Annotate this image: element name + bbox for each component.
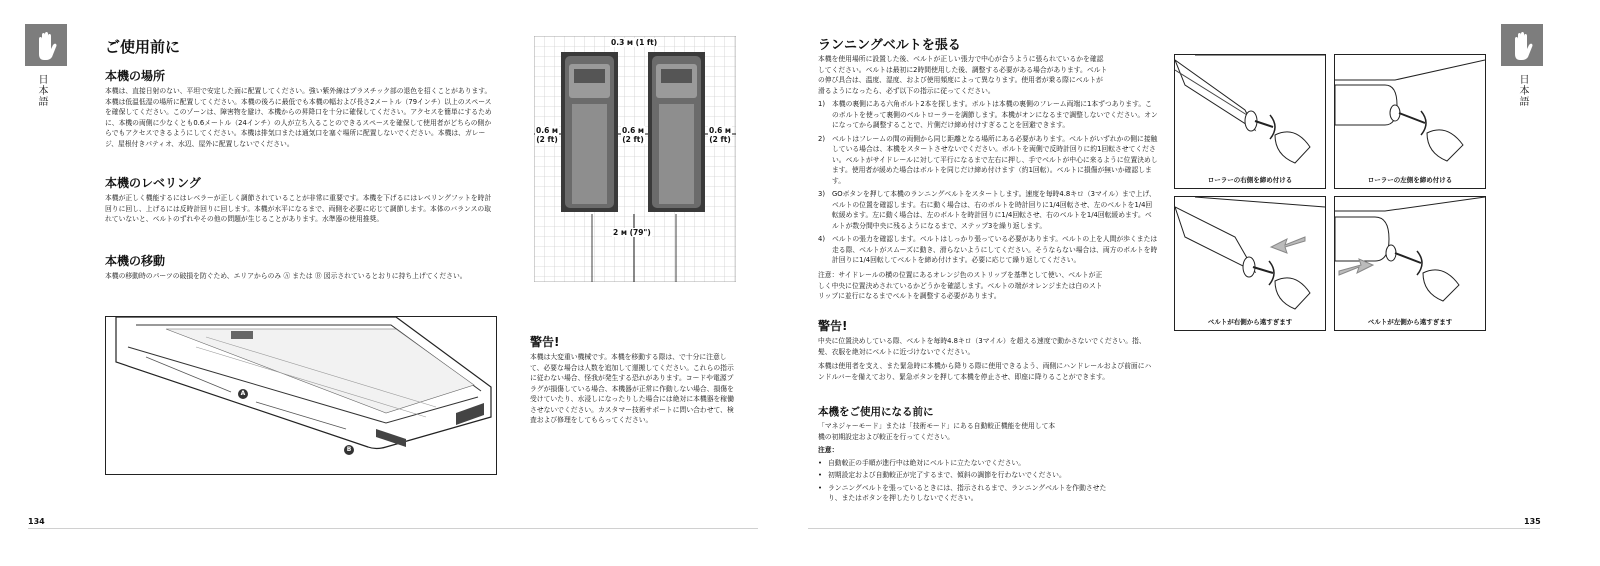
warning-paragraph-2: 本機は使用者を支え、また緊急時に本機から降りる際に使用できるよう、両側にハンドレールおよび前面にハンドルバーを備えており、緊急ボタンを押して本機を停止させ、即座に降りることができます。 — [818, 362, 1152, 381]
belt-steps — [818, 99, 1158, 269]
lift-illustration — [105, 316, 497, 475]
caption-belt-left: ベルトが左側から遠すぎます — [1367, 318, 1453, 326]
section-location — [105, 67, 495, 149]
before-use-note-label: 注意： — [818, 446, 839, 454]
lift-point-a-marker: A — [238, 389, 248, 399]
bullet-item: • 初期設定および自動較正が完了するまで、傾斜の調節を行わないでください。 — [818, 471, 1066, 479]
dim-value-ft: (2 ft) — [536, 135, 558, 144]
section-heading: 本機のレベリング — [105, 176, 201, 190]
warning-body: 本機は大変重い機械です。本機を移動する際は、で十分に注意して、必要な場合は人数を追加して運搬してください。これらの指示に従わない場合、怪我が発生する恐れがあります。コードや電源プラグが損傷している場合、本機器が正常に作動しない場合、損傷を受けていたり、水浸しになったりした場合には絶対に本機器を稼働させないでください。カスタマー技術サポートに問い合わせて、検査および修理をしてもらってください。 — [530, 353, 734, 424]
bullet-item: • ランニングベルトを張っているときには、指示されるまで、ランニングベルトを作動させたり、またはボタンを押したりしないでください。 — [818, 483, 1107, 502]
page-title-left: ご使用前に — [105, 38, 181, 56]
page-title-right: ランニングベルトを張る — [818, 38, 961, 53]
section-heading: 本機の移動 — [105, 254, 166, 268]
dim-value: 0.6 м — [709, 126, 732, 135]
step-number: 1) — [818, 100, 825, 108]
dim-side-left — [535, 126, 559, 144]
step-number: 4) — [818, 235, 825, 243]
footer-divider-right — [808, 528, 1540, 529]
caption-roller-left: ローラーの左側を締め付ける — [1367, 176, 1453, 184]
warning-box-left — [530, 333, 740, 426]
roller-figure-2 — [1334, 54, 1486, 189]
bullet-text: ランニングベルトを張っているときには、指示されるまで、ランニングベルトを作動させたり、またはボタンを押したりしないでください。 — [828, 483, 1107, 502]
lift-point-b-marker: B — [344, 445, 354, 455]
warning-box-right — [818, 317, 1158, 382]
warning-paragraph-1: 中央に位置決めしている際、ベルトを毎時4.8キロ（3マイル）を超える速度で動かさないでください。指、髪、衣服を絶対にベルトに近づけないでください。 — [818, 337, 1146, 356]
before-use-section — [818, 404, 1158, 506]
dim-side-mid — [621, 126, 645, 144]
bullet-text: 自動較正の手順が進行中は絶対にベルトに立たないでください。 — [828, 458, 1026, 467]
belt-too-far-right-drawing — [1175, 197, 1325, 315]
hand-stop-icon — [25, 24, 67, 66]
step-number: 3) — [818, 190, 825, 198]
roller-figure-4 — [1334, 196, 1486, 331]
step-number: 2) — [818, 134, 825, 143]
step-item — [818, 234, 1158, 266]
dim-side-right — [708, 126, 732, 144]
before-use-bullets — [818, 458, 1108, 504]
step-text: ベルトの張力を確認します。ベルトはしっかり張っている必要があります。ベルトの上を人間が歩くまたは走る際、ベルトがスムーズに動き、滑らないようにしてください。そうならない場合は、両方のボルトを時計回りに1/4回転してベルトを締め付けます。必要に応じて繰り返してください。 — [832, 235, 1158, 264]
roller-left-drawing — [1335, 55, 1485, 173]
warning-heading: 警告! — [818, 319, 848, 333]
bullet-item: • 自動較正の手順が進行中は絶対にベルトに立たないでください。 — [818, 458, 1026, 467]
step-text: GOボタンを押して本機のランニングベルトをスタートします。速度を毎時4.8キロ（3マイル）まで上げ、ベルトの位置を確認します。右に動く場合は、右のボルトを時計回りに1/4回転させ、左のベルトを1/4回転緩めます。左に動く場合は、左のボルトを時計回りに1/4回転させ、右のベルトを1/4回転緩めます。ベルトが数分間中央に残るようになるまで、ステップ3を繰り返します。 — [832, 190, 1156, 230]
step-text: ベルトはフレームの間の両側から同じ距離となる場所にある必要があります。ベルトがいずれかの側に接触している場合は、本機をスタートさせないでください。ボルトを両側で反時計回りに約1回転させてください。ベルトがサイドレールに対して平行になるまで左右に押し、手でベルトが中心に来るように位置決めします。使用者が緩めた場合はボルトを同じだけ締め付けます（約1回転）。ベルトに損傷が無いか確認します。 — [832, 134, 1158, 185]
footer-divider-left — [28, 528, 758, 529]
before-use-heading: 本機をご使用になる前に — [818, 406, 934, 418]
dim-value: 0.6 м — [622, 126, 645, 135]
section-body: 本機の移動時のパーツの破損を防ぐため、エリアからのみ Ⓐ または Ⓑ 図示されているとおりに持ち上げてください。 — [105, 272, 467, 280]
dim-value-ft: (2 ft) — [622, 135, 644, 144]
section-leveling — [105, 174, 495, 225]
roller-figure-3 — [1174, 196, 1326, 331]
hand-stop-icon — [1501, 24, 1543, 66]
treadmill-top-view-left — [561, 52, 618, 212]
lang-tab-left — [25, 24, 67, 66]
caption-roller-right: ローラーの右側を締め付ける — [1207, 176, 1293, 184]
treadmill-side-drawing — [106, 317, 496, 474]
page-number-left: 134 — [28, 517, 45, 526]
section-body: 本機が正しく機能するにはレベラーが正しく調節されていることが非常に重要です。本機を下げるにはレベリングフットを時計回りに回し、上げるには反時計回りに回します。本機が水平になるまで、両側を必要に応じて調節します。本体のバランスの取れていないと、ベルトのずれやその他の問題が生じることがあります。水準器の使用推奨。 — [105, 194, 492, 223]
section-moving — [105, 252, 505, 282]
step-item — [818, 189, 1158, 231]
dim-bottom-label: 2 м (79") — [613, 228, 651, 237]
language-label-right: 日本語 — [1517, 74, 1528, 107]
step-item — [818, 99, 1158, 131]
section-heading: 本機の場所 — [105, 69, 166, 83]
clearance-grid — [534, 36, 736, 282]
belt-intro: 本機を使用場所に設置した後、ベルトが正しい張力で中心が合うように張られているかを確認してください。ベルトは最初に2時間使用した後、調整する必要がある場合があります。ベルトの伸び具合は、温度、湿度、および使用頻度によって異なります。使用者が乗る際にベルトが滑るようになったら、必ず以下の指示に従ってください。 — [818, 55, 1108, 95]
lang-tab-right — [1501, 24, 1543, 66]
page-number-right: 135 — [1524, 517, 1541, 526]
bullet-text: 初期設定および自動較正が完了するまで、傾斜の調節を行わないでください。 — [828, 471, 1066, 479]
section-body: 本機は、直接日射のない、平坦で安定した面に配置してください。強い紫外線はプラスチック部の退色を招くことがあります。本機は低温低湿の場所に配置してください。本機の後ろに最低でも本機の幅および長さ2メートル（79インチ）以上のスペースを確保してください。このゾーンは、障害物を避け、本機からの昇降口を十分に確保してください。アクセスを簡単にするために、本機の両側に少なくとも0.6メートル（24インチ）の人が立ち入ることのできるスペースを確保して使用者がどちらの側からでもアクセスできるようにしてください。本機は排気口または通気口を塞ぐ場所に配置しないでください。本機は、ガレージ、屋根付きパティオ、水辺、屋外に配置しないでください。 — [105, 87, 492, 148]
before-use-body: 「マネジャーモード」または「技術モード」にある自動較正機能を使用して本機の初期設定および較正を行ってください。 — [818, 422, 1056, 441]
language-label-left: 日本語 — [36, 74, 47, 107]
dim-value: 0.6 м — [536, 126, 559, 135]
belt-too-far-left-drawing — [1335, 197, 1485, 315]
roller-figure-1 — [1174, 54, 1326, 189]
warning-heading: 警告! — [530, 335, 560, 349]
step-item — [818, 134, 1158, 187]
roller-right-drawing — [1175, 55, 1325, 173]
treadmill-top-view-right — [648, 52, 705, 212]
dim-value-ft: (2 ft) — [709, 135, 731, 144]
dim-top-label: 0.3 м (1 ft) — [611, 38, 658, 47]
clearance-diagram — [534, 36, 736, 282]
caption-belt-right: ベルトが右側から遠すぎます — [1207, 318, 1293, 326]
step-text: 本機の裏側にある六角ボルト2本を探します。ボルトは本機の裏側のフレーム両端に1本ずつあります。このボルトを使って裏側のベルトローラーを調節します。本機がオンになるまで調整しないでください。オンになってから調整することで、片側だけ締め付けすぎることを回避できます。 — [832, 100, 1158, 129]
belt-note: 注意：サイドレールの横の位置にあるオレンジ色のストリップを基準として使い、ベルトが正しく中央に位置決めされているかどうかを確認します。ベルトの端がオレンジまたは白のストリップに並行になるまでベルトを調整する必要があります。 — [818, 271, 1103, 300]
